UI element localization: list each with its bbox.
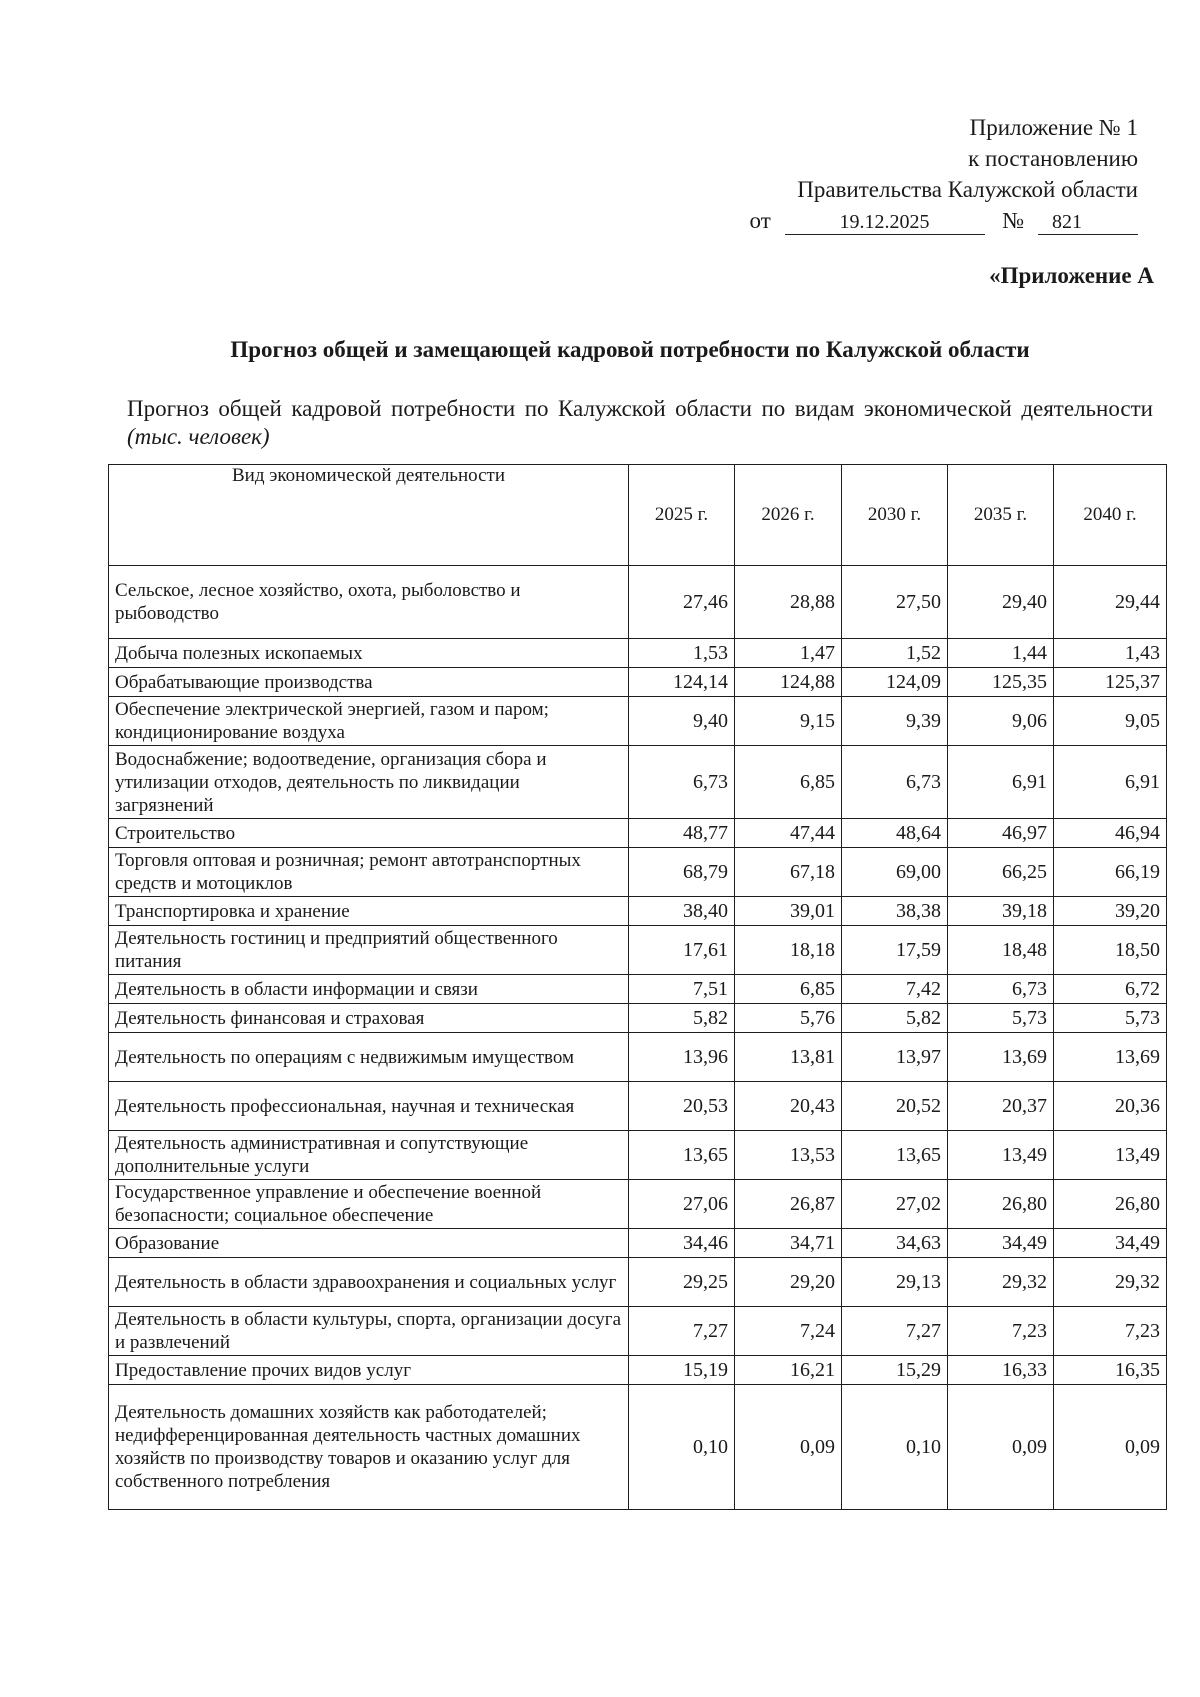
activity-name: Водоснабжение; водоотведение, организация сбора и утилизации отходов, деятельность по ликвидации загрязнений — [109, 746, 629, 819]
value-cell: 7,51 — [629, 975, 735, 1004]
value-cell: 13,96 — [629, 1033, 735, 1082]
table-row — [109, 1356, 1167, 1385]
value-cell: 1,53 — [629, 639, 735, 668]
value-cell: 13,97 — [842, 1033, 948, 1082]
value-cell: 66,25 — [948, 848, 1054, 897]
value-cell: 20,53 — [629, 1082, 735, 1131]
activity-name: Строительство — [109, 819, 629, 848]
value-cell: 47,44 — [735, 819, 842, 848]
table-row — [109, 639, 1167, 668]
appendix-header — [750, 112, 1138, 236]
value-cell: 39,18 — [948, 897, 1054, 926]
value-cell: 17,59 — [842, 926, 948, 975]
number-sign: № — [1002, 208, 1025, 233]
appendix-government: Правительства Калужской области — [797, 177, 1138, 202]
value-cell: 13,49 — [948, 1131, 1054, 1180]
value-cell: 18,18 — [735, 926, 842, 975]
value-cell: 20,37 — [948, 1082, 1054, 1131]
value-cell: 20,52 — [842, 1082, 948, 1131]
value-cell: 5,82 — [629, 1004, 735, 1033]
column-header-year: 2040 г. — [1054, 465, 1167, 566]
value-cell: 18,48 — [948, 926, 1054, 975]
value-cell: 27,46 — [629, 566, 735, 639]
table-row — [109, 1307, 1167, 1356]
value-cell: 125,35 — [948, 668, 1054, 697]
value-cell: 26,87 — [735, 1180, 842, 1229]
value-cell: 29,20 — [735, 1258, 842, 1307]
value-cell: 9,06 — [948, 697, 1054, 746]
activity-name: Деятельность в области культуры, спорта, организации досуга и развлечений — [109, 1307, 629, 1356]
appendix-a-label: «Приложение А — [989, 263, 1154, 288]
activity-name: Сельское, лесное хозяйство, охота, рыболовство и рыбоводство — [109, 566, 629, 639]
activity-name: Деятельность в области здравоохранения и социальных услуг — [109, 1258, 629, 1307]
value-cell: 38,38 — [842, 897, 948, 926]
activity-name: Деятельность финансовая и страховая — [109, 1004, 629, 1033]
value-cell: 0,10 — [629, 1385, 735, 1510]
value-cell: 13,65 — [842, 1131, 948, 1180]
value-cell: 0,09 — [735, 1385, 842, 1510]
appendix-resolution-ref: к постановлению — [968, 146, 1138, 171]
activity-name: Торговля оптовая и розничная; ремонт автотранспортных средств и мотоциклов — [109, 848, 629, 897]
value-cell: 26,80 — [948, 1180, 1054, 1229]
column-header-year: 2030 г. — [842, 465, 948, 566]
value-cell: 13,81 — [735, 1033, 842, 1082]
table-row — [109, 975, 1167, 1004]
value-cell: 0,10 — [842, 1385, 948, 1510]
value-cell: 6,73 — [629, 746, 735, 819]
value-cell: 20,36 — [1054, 1082, 1167, 1131]
value-cell: 1,52 — [842, 639, 948, 668]
activity-name: Деятельность по операциям с недвижимым имуществом — [109, 1033, 629, 1082]
value-cell: 27,50 — [842, 566, 948, 639]
value-cell: 5,73 — [948, 1004, 1054, 1033]
page-title: Прогноз общей и замещающей кадровой потребности по Калужской области — [230, 337, 1030, 362]
table-row — [109, 848, 1167, 897]
value-cell: 29,32 — [948, 1258, 1054, 1307]
table-row — [109, 746, 1167, 819]
table-row — [109, 1385, 1167, 1510]
value-cell: 29,25 — [629, 1258, 735, 1307]
value-cell: 125,37 — [1054, 668, 1167, 697]
value-cell: 5,82 — [842, 1004, 948, 1033]
value-cell: 9,40 — [629, 697, 735, 746]
table-unit: (тыс. человек) — [127, 424, 270, 449]
value-cell: 38,40 — [629, 897, 735, 926]
appendix-dateline — [750, 205, 1138, 236]
value-cell: 5,76 — [735, 1004, 842, 1033]
activity-name: Деятельность гостиниц и предприятий общественного питания — [109, 926, 629, 975]
value-cell: 26,80 — [1054, 1180, 1167, 1229]
activity-name: Образование — [109, 1229, 629, 1258]
resolution-number: 821 — [1038, 210, 1138, 235]
table-row — [109, 1131, 1167, 1180]
value-cell: 6,91 — [1054, 746, 1167, 819]
value-cell: 7,27 — [629, 1307, 735, 1356]
value-cell: 39,20 — [1054, 897, 1167, 926]
table-caption — [127, 395, 1153, 451]
value-cell: 13,53 — [735, 1131, 842, 1180]
value-cell: 13,69 — [1054, 1033, 1167, 1082]
value-cell: 16,33 — [948, 1356, 1054, 1385]
activity-name: Транспортировка и хранение — [109, 897, 629, 926]
value-cell: 20,43 — [735, 1082, 842, 1131]
table-row — [109, 1180, 1167, 1229]
value-cell: 46,97 — [948, 819, 1054, 848]
value-cell: 1,43 — [1054, 639, 1167, 668]
column-header-year: 2035 г. — [948, 465, 1054, 566]
value-cell: 6,72 — [1054, 975, 1167, 1004]
value-cell: 28,88 — [735, 566, 842, 639]
value-cell: 18,50 — [1054, 926, 1167, 975]
activity-name: Государственное управление и обеспечение военной безопасности; социальное обеспечение — [109, 1180, 629, 1229]
table-row — [109, 1033, 1167, 1082]
value-cell: 5,73 — [1054, 1004, 1167, 1033]
value-cell: 7,23 — [1054, 1307, 1167, 1356]
table-row — [109, 897, 1167, 926]
table-row — [109, 1004, 1167, 1033]
value-cell: 7,27 — [842, 1307, 948, 1356]
value-cell: 34,63 — [842, 1229, 948, 1258]
value-cell: 17,61 — [629, 926, 735, 975]
resolution-date: 19.12.2025 — [785, 210, 985, 235]
value-cell: 6,85 — [735, 746, 842, 819]
value-cell: 9,39 — [842, 697, 948, 746]
value-cell: 29,44 — [1054, 566, 1167, 639]
table-row — [109, 1229, 1167, 1258]
activity-name: Деятельность административная и сопутствующие дополнительные услуги — [109, 1131, 629, 1180]
value-cell: 16,35 — [1054, 1356, 1167, 1385]
forecast-table — [108, 464, 1167, 1510]
value-cell: 7,23 — [948, 1307, 1054, 1356]
value-cell: 6,91 — [948, 746, 1054, 819]
value-cell: 9,05 — [1054, 697, 1167, 746]
value-cell: 7,42 — [842, 975, 948, 1004]
value-cell: 29,32 — [1054, 1258, 1167, 1307]
activity-name: Добыча полезных ископаемых — [109, 639, 629, 668]
table-row — [109, 926, 1167, 975]
activity-name: Предоставление прочих видов услуг — [109, 1356, 629, 1385]
value-cell: 66,19 — [1054, 848, 1167, 897]
table-caption-text: Прогноз общей кадровой потребности по Калужской области по видам экономической деятельности — [127, 396, 1153, 421]
value-cell: 68,79 — [629, 848, 735, 897]
activity-name: Обеспечение электрической энергией, газом и паром; кондиционирование воздуха — [109, 697, 629, 746]
value-cell: 6,73 — [842, 746, 948, 819]
table-row — [109, 1258, 1167, 1307]
value-cell: 48,64 — [842, 819, 948, 848]
table-row — [109, 1082, 1167, 1131]
column-header-activity: Вид экономической деятельности — [109, 465, 629, 566]
value-cell: 29,40 — [948, 566, 1054, 639]
table-row — [109, 819, 1167, 848]
value-cell: 15,29 — [842, 1356, 948, 1385]
column-header-year: 2026 г. — [735, 465, 842, 566]
value-cell: 6,85 — [735, 975, 842, 1004]
value-cell: 0,09 — [1054, 1385, 1167, 1510]
activity-name: Деятельность профессиональная, научная и техническая — [109, 1082, 629, 1131]
value-cell: 1,47 — [735, 639, 842, 668]
table-row — [109, 668, 1167, 697]
column-header-year: 2025 г. — [629, 465, 735, 566]
value-cell: 34,71 — [735, 1229, 842, 1258]
value-cell: 48,77 — [629, 819, 735, 848]
table-header-row — [109, 465, 1167, 566]
value-cell: 13,65 — [629, 1131, 735, 1180]
activity-name: Обрабатывающие производства — [109, 668, 629, 697]
value-cell: 6,73 — [948, 975, 1054, 1004]
activity-name: Деятельность в области информации и связи — [109, 975, 629, 1004]
value-cell: 7,24 — [735, 1307, 842, 1356]
table-row — [109, 566, 1167, 639]
value-cell: 13,49 — [1054, 1131, 1167, 1180]
activity-name: Деятельность домашних хозяйств как работодателей; недифференцированная деятельность частных домашних хозяйств по производству товаров и оказанию услуг для собственного потребления — [109, 1385, 629, 1510]
value-cell: 1,44 — [948, 639, 1054, 668]
value-cell: 124,88 — [735, 668, 842, 697]
value-cell: 69,00 — [842, 848, 948, 897]
table-body — [109, 566, 1167, 1510]
value-cell: 27,06 — [629, 1180, 735, 1229]
value-cell: 34,49 — [948, 1229, 1054, 1258]
table-row — [109, 697, 1167, 746]
value-cell: 15,19 — [629, 1356, 735, 1385]
value-cell: 39,01 — [735, 897, 842, 926]
value-cell: 34,49 — [1054, 1229, 1167, 1258]
appendix-number: Приложение № 1 — [969, 115, 1138, 140]
value-cell: 29,13 — [842, 1258, 948, 1307]
value-cell: 124,14 — [629, 668, 735, 697]
value-cell: 16,21 — [735, 1356, 842, 1385]
date-prefix: от — [749, 208, 771, 233]
value-cell: 67,18 — [735, 848, 842, 897]
value-cell: 46,94 — [1054, 819, 1167, 848]
value-cell: 0,09 — [948, 1385, 1054, 1510]
value-cell: 9,15 — [735, 697, 842, 746]
value-cell: 13,69 — [948, 1033, 1054, 1082]
value-cell: 124,09 — [842, 668, 948, 697]
value-cell: 34,46 — [629, 1229, 735, 1258]
value-cell: 27,02 — [842, 1180, 948, 1229]
